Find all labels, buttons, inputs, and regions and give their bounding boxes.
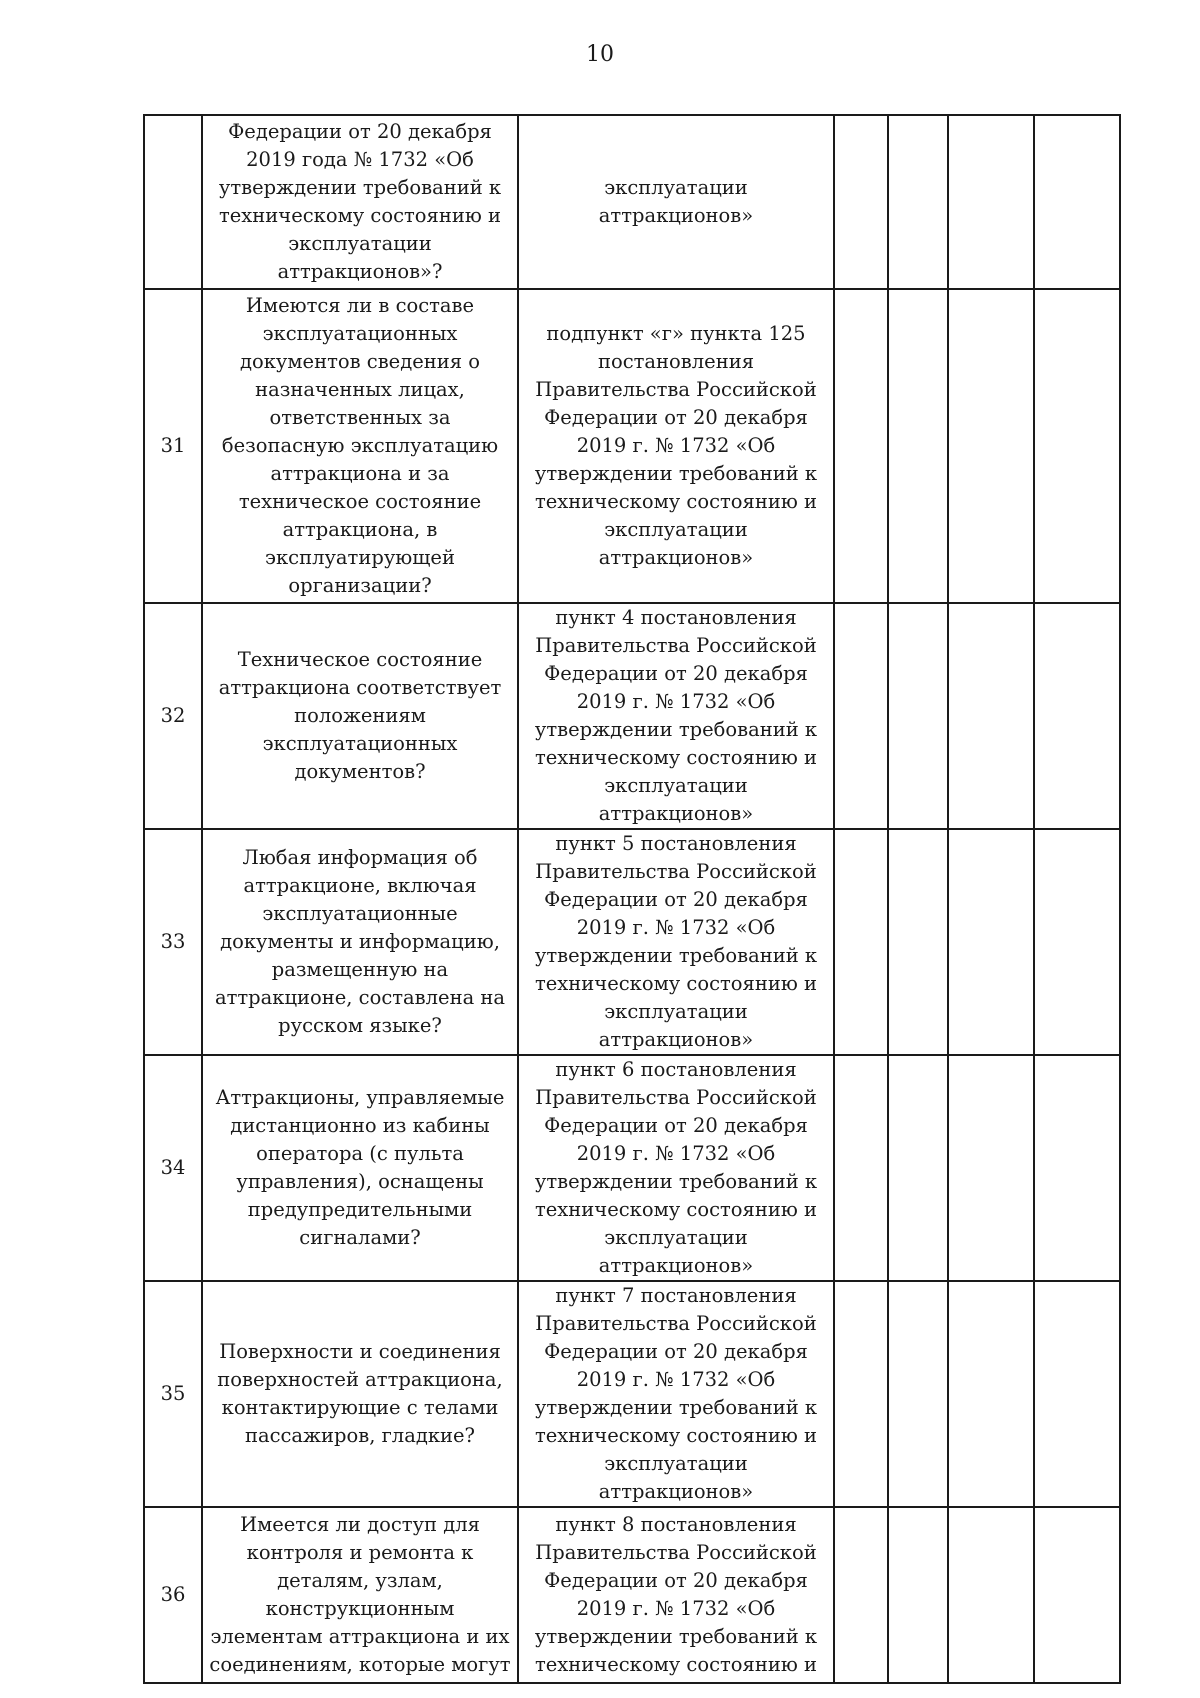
question-cell: Имеется ли доступ для контроля и ремонта к деталям, узлам, конструкционным элементам аттракциона и их соединениям, которые могут	[202, 1507, 518, 1683]
answer-cell	[834, 115, 888, 289]
question-cell: Имеются ли в составе эксплуатационных документов сведения о назначенных лицах, ответственных за безопасную эксплуатацию аттракциона и за техническое состояние аттракциона, в эксплуатирующей организации?	[202, 289, 518, 603]
page-number: 10	[586, 42, 614, 67]
answer-cell	[1034, 1055, 1120, 1281]
table-row	[144, 829, 1120, 1055]
answer-cell	[834, 1055, 888, 1281]
answer-cell	[834, 1281, 888, 1507]
question-cell: Техническое состояние аттракциона соответствует положениям эксплуатационных документов?	[202, 603, 518, 829]
table-row	[144, 1055, 1120, 1281]
reference-cell: пункт 4 постановления Правительства Российской Федерации от 20 декабря 2019 г. № 1732 «Об утверждении требований к техническому состоянию и эксплуатации аттракционов»	[518, 603, 834, 829]
reference-cell: пункт 6 постановления Правительства Российской Федерации от 20 декабря 2019 г. № 1732 «Об утверждении требований к техническому состоянию и эксплуатации аттракционов»	[518, 1055, 834, 1281]
answer-cell	[834, 829, 888, 1055]
answer-cell	[888, 115, 948, 289]
answer-cell	[834, 289, 888, 603]
table-row	[144, 603, 1120, 829]
answer-cell	[1034, 829, 1120, 1055]
answer-cell	[1034, 115, 1120, 289]
answer-cell	[834, 603, 888, 829]
answer-cell	[948, 603, 1034, 829]
row-number: 34	[144, 1055, 202, 1281]
reference-cell: эксплуатации аттракционов»	[518, 115, 834, 289]
answer-cell	[1034, 603, 1120, 829]
question-cell: Федерации от 20 декабря 2019 года № 1732 «Об утверждении требований к техническому состоянию и эксплуатации аттракционов»?	[202, 115, 518, 289]
reference-cell: пункт 7 постановления Правительства Российской Федерации от 20 декабря 2019 г. № 1732 «Об утверждении требований к техническому состоянию и эксплуатации аттракционов»	[518, 1281, 834, 1507]
table-row	[144, 289, 1120, 603]
reference-cell: подпункт «г» пункта 125 постановления Правительства Российской Федерации от 20 декабря 2019 г. № 1732 «Об утверждении требований к техническому состоянию и эксплуатации аттракционов»	[518, 289, 834, 603]
answer-cell	[948, 115, 1034, 289]
question-cell: Любая информация об аттракционе, включая эксплуатационные документы и информацию, размещенную на аттракционе, составлена на русском языке?	[202, 829, 518, 1055]
reference-cell: пункт 8 постановления Правительства Российской Федерации от 20 декабря 2019 г. № 1732 «Об утверждении требований к техническому состоянию и	[518, 1507, 834, 1683]
table-row	[144, 1507, 1120, 1683]
row-number: 35	[144, 1281, 202, 1507]
answer-cell	[948, 289, 1034, 603]
table-row	[144, 1281, 1120, 1507]
row-number: 33	[144, 829, 202, 1055]
answer-cell	[1034, 1281, 1120, 1507]
question-cell: Поверхности и соединения поверхностей аттракциона, контактирующие с телами пассажиров, гладкие?	[202, 1281, 518, 1507]
answer-cell	[948, 1281, 1034, 1507]
answer-cell	[948, 1507, 1034, 1683]
answer-cell	[888, 1055, 948, 1281]
answer-cell	[888, 1281, 948, 1507]
row-number: 36	[144, 1507, 202, 1683]
answer-cell	[888, 603, 948, 829]
checklist-table	[143, 114, 1121, 1684]
answer-cell	[834, 1507, 888, 1683]
answer-cell	[948, 1055, 1034, 1281]
answer-cell	[948, 829, 1034, 1055]
answer-cell	[888, 829, 948, 1055]
answer-cell	[888, 1507, 948, 1683]
row-number	[144, 115, 202, 289]
answer-cell	[1034, 289, 1120, 603]
row-number: 31	[144, 289, 202, 603]
answer-cell	[1034, 1507, 1120, 1683]
reference-cell: пункт 5 постановления Правительства Российской Федерации от 20 декабря 2019 г. № 1732 «Об утверждении требований к техническому состоянию и эксплуатации аттракционов»	[518, 829, 834, 1055]
row-number: 32	[144, 603, 202, 829]
question-cell: Аттракционы, управляемые дистанционно из кабины оператора (с пульта управления), оснащены предупредительными сигналами?	[202, 1055, 518, 1281]
answer-cell	[888, 289, 948, 603]
table-row	[144, 115, 1120, 289]
